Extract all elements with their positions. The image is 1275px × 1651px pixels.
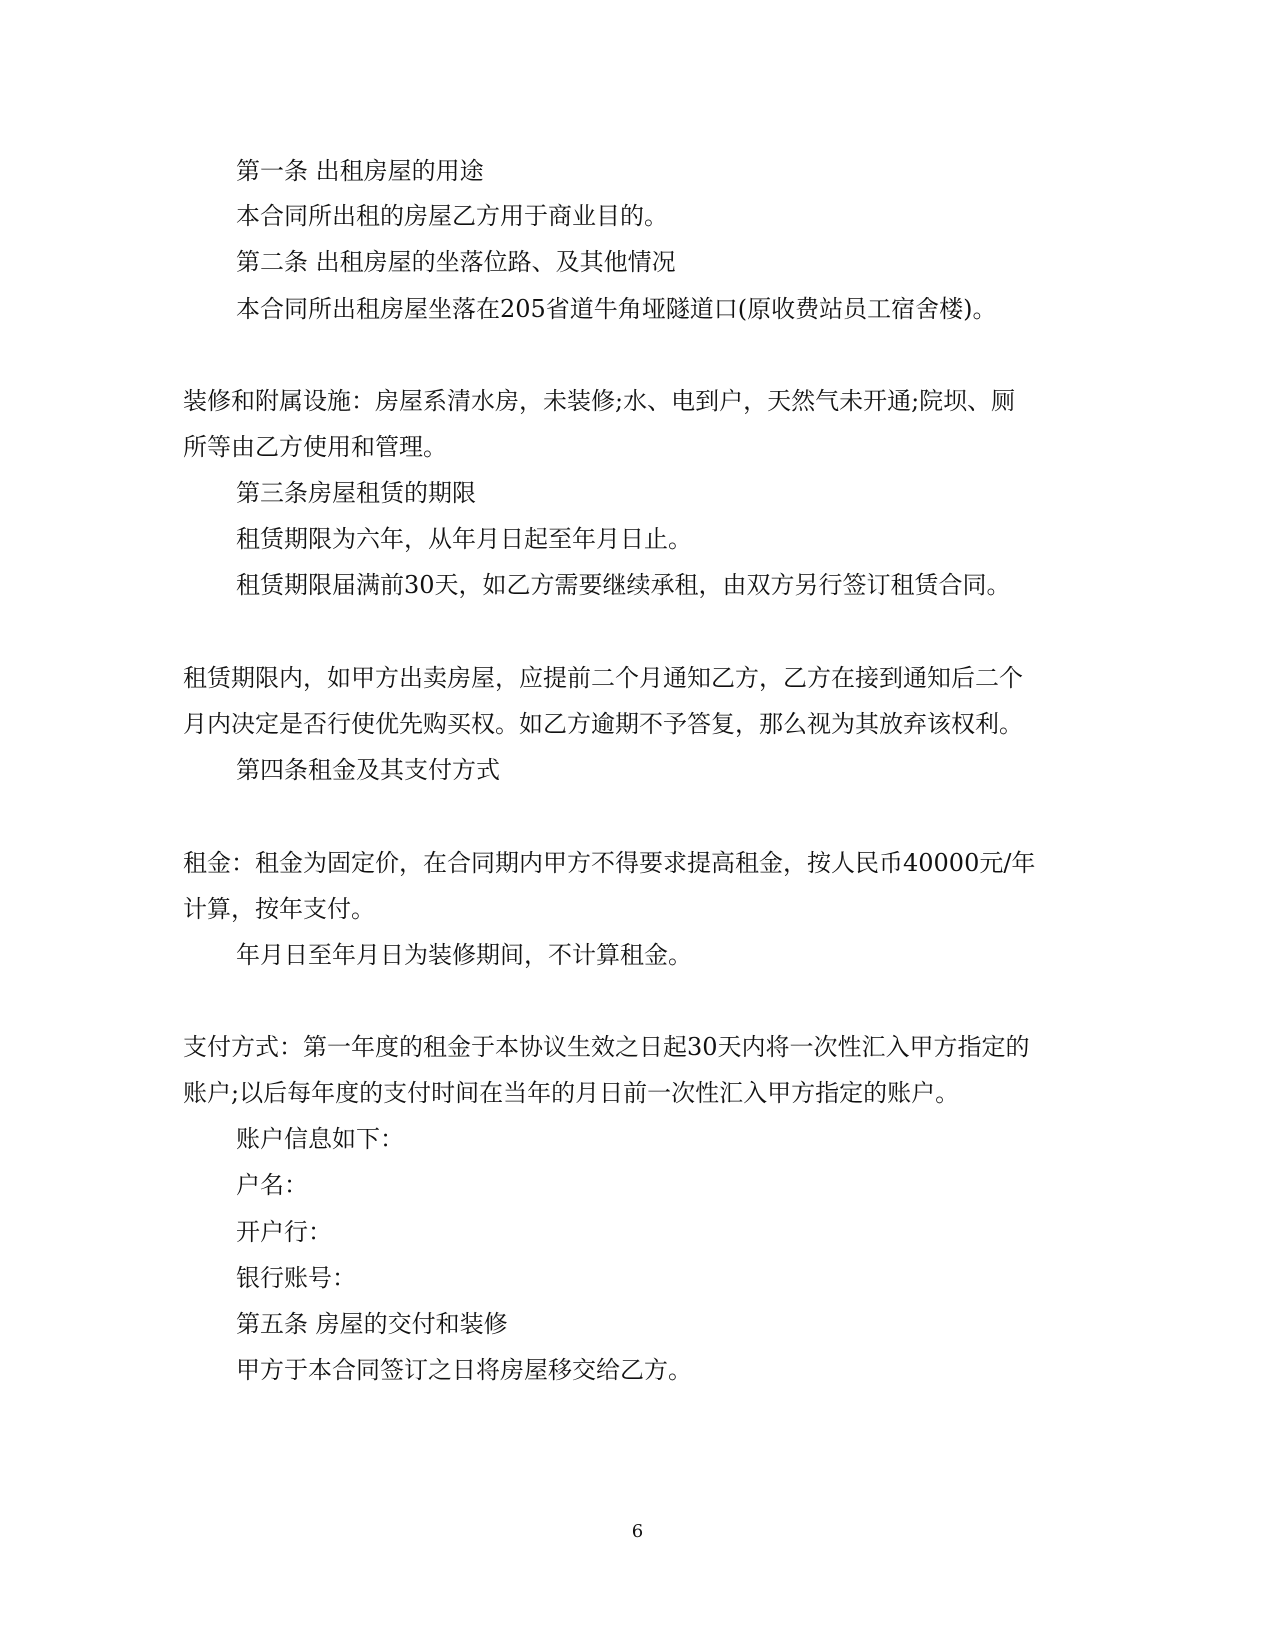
payment-method-line-1: 支付方式：第一年度的租金于本协议生效之日起30天内将一次性汇入甲方指定的	[183, 1033, 1030, 1061]
sale-notice-line-2: 月内决定是否行使优先购买权。如乙方逾期不予答复，那么视为其放弃该权利。	[183, 710, 1023, 738]
rent-line-2: 计算，按年支付。	[183, 895, 375, 923]
article-1-heading: 第一条 出租房屋的用途	[236, 157, 484, 185]
article-1-text: 本合同所出租的房屋乙方用于商业目的。	[236, 202, 668, 230]
sale-notice-line-1: 租赁期限内，如甲方出卖房屋，应提前二个月通知乙方，乙方在接到通知后二个	[183, 664, 1023, 692]
lease-term-text: 租赁期限为六年，从年月日起至年月日止。	[236, 525, 692, 553]
bank-account-label: 银行账号：	[236, 1264, 356, 1292]
article-3-heading: 第三条房屋租赁的期限	[236, 479, 476, 507]
account-name-label: 户名：	[236, 1171, 308, 1199]
payment-method-line-2: 账户;以后每年度的支付时间在当年的月日前一次性汇入甲方指定的账户。	[183, 1079, 960, 1107]
article-4-heading: 第四条租金及其支付方式	[236, 756, 500, 784]
article-2-location-text: 本合同所出租房屋坐落在205省道牛角垭隧道口(原收费站员工宿舍楼)。	[236, 295, 997, 323]
article-2-heading: 第二条 出租房屋的坐落位路、及其他情况	[236, 248, 676, 276]
page-number: 6	[631, 1521, 644, 1542]
article-5-heading: 第五条 房屋的交付和装修	[236, 1310, 508, 1338]
rent-line-1: 租金：租金为固定价，在合同期内甲方不得要求提高租金，按人民币40000元/年	[183, 849, 1036, 877]
rent-free-period-text: 年月日至年月日为装修期间，不计算租金。	[236, 941, 692, 969]
account-info-heading: 账户信息如下：	[236, 1125, 404, 1153]
decoration-facilities-line-2: 所等由乙方使用和管理。	[183, 433, 447, 461]
lease-renewal-text: 租赁期限届满前30天，如乙方需要继续承租，由双方另行签订租赁合同。	[236, 571, 1011, 599]
decoration-facilities-line-1: 装修和附属设施：房屋系清水房，未装修;水、电到户，天然气未开通;院坝、厕	[183, 387, 1016, 415]
bank-label: 开户行：	[236, 1218, 332, 1246]
handover-text: 甲方于本合同签订之日将房屋移交给乙方。	[236, 1356, 692, 1384]
